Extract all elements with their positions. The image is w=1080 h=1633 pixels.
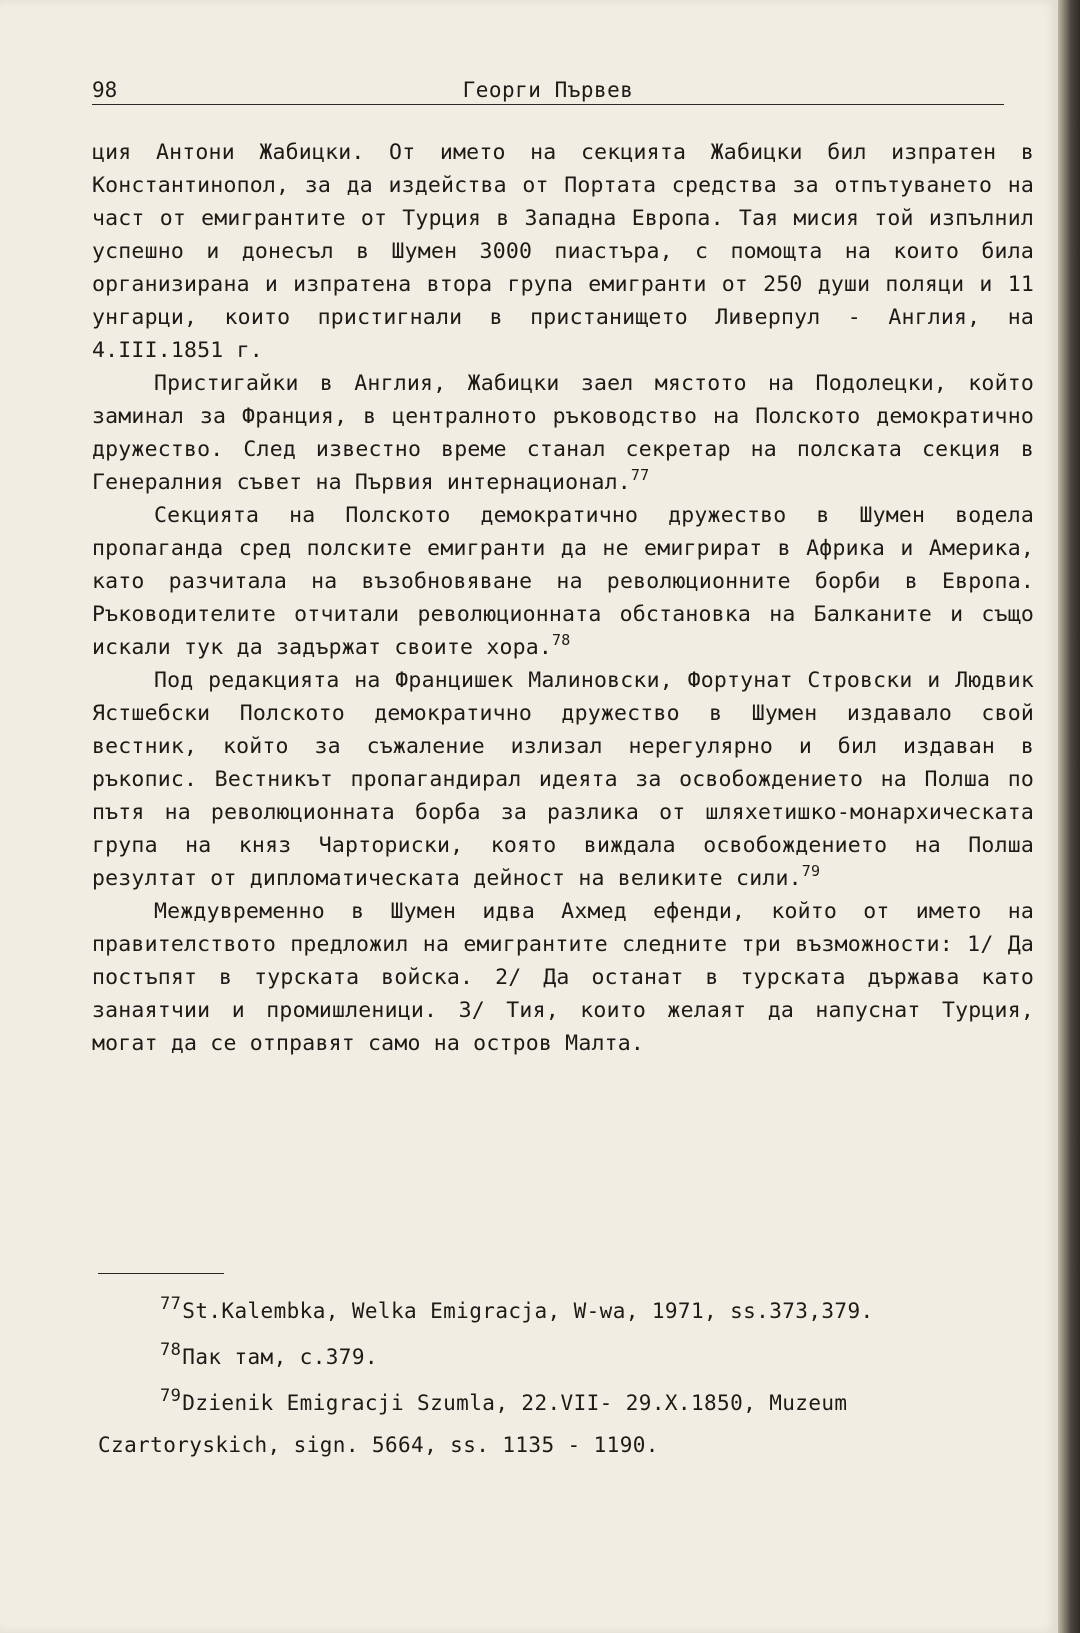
footnote-mark: 79 (160, 1385, 182, 1406)
paragraph (92, 499, 1034, 664)
page-number: 98 (92, 78, 118, 102)
footnote-text: Пак там, с.379. (182, 1345, 378, 1369)
running-head: Георги Първев (462, 78, 634, 102)
paragraph-text: Пристигайки в Англия, Жабицки заел мястото на Подолецки, който заминал за Франция, в централното ръководство на Полското демократично дружество. След известно време станал секретар на полската секция в Генералния съвет на Първия интернационал. (92, 371, 1034, 495)
paragraph (92, 367, 1034, 499)
footnote (98, 1382, 1028, 1466)
footnote-mark: 77 (160, 1293, 182, 1314)
footnote-text: Dzienik Emigracji Szumla, 22.VII- 29.X.1850, Muzeum Czartoryskich, sign. 5664, ss. 1135 - 1190. (98, 1391, 848, 1457)
footnote (98, 1336, 1028, 1378)
footnotes (98, 1290, 1028, 1470)
footnote-mark: 78 (160, 1339, 182, 1360)
paragraph-text: ция Антони Жабицки. От името на секцията Жабицки бил изпратен в Константинопол, за да издейства от Портата средства за отпътуването на част от емигрантите от Турция в Западна Европа. Тая мисия той изпълнил успешно и донесъл в Шумен 3000 пиастъра, с помощта на които била организирана и изпратена втора група емигранти от 250 души поляци и 11 унгарци, които пристигнали в пристанището Ливерпул - Англия, на 4.III.1851 г. (92, 140, 1034, 363)
paragraph-text: Междувременно в Шумен идва Ахмед ефенди, който от името на правителството предложил на емигрантите следните три възможности: 1/ Да постъпят в турската войска. 2/ Да останат в турската държава като занаятчии и промишленици. 3/ Тия, които желаят да напуснат Турция, могат да се отправят само на остров Малта. (92, 899, 1034, 1056)
footnote-ref: 77 (630, 466, 650, 484)
body-text (92, 136, 1034, 1060)
footnote-ref: 78 (552, 631, 571, 649)
paragraph (92, 895, 1034, 1060)
page-header (92, 76, 1004, 105)
paragraph-text: Секцията на Полското демократично дружество в Шумен водела пропаганда сред полските емигранти да не емигрират в Африка и Америка, като разчитала на възобновяване на революционните борби в Европа. Ръководителите отчитали революционната обстановка на Балканите и също искали тук да задържат своите хора. (92, 503, 1034, 660)
book-spine-shadow (1058, 0, 1080, 1633)
paragraph (92, 136, 1034, 367)
footnote-divider (98, 1273, 224, 1274)
footnote-ref: 79 (801, 862, 821, 880)
paragraph-text: Под редакцията на Францишек Малиновски, Фортунат Стровски и Людвик Ястшебски Полското демократично дружество в Шумен издавало свой вестник, който за съжаление излизал нерегулярно и бил издаван в ръкопис. Вестникът пропагандирал идеята за освобождението на Полша по пътя на революционната борба за разлика от шляхетишко-монархическата група на княз Чарториски, която виждала освобождението на Полша резултат от дипломатическата дейност на великите сили. (92, 668, 1034, 891)
footnote (98, 1290, 1028, 1332)
footnote-text: St.Kalembka, Welka Emigracja, W-wa, 1971, ss.373,379. (182, 1299, 874, 1323)
paragraph (92, 664, 1034, 895)
